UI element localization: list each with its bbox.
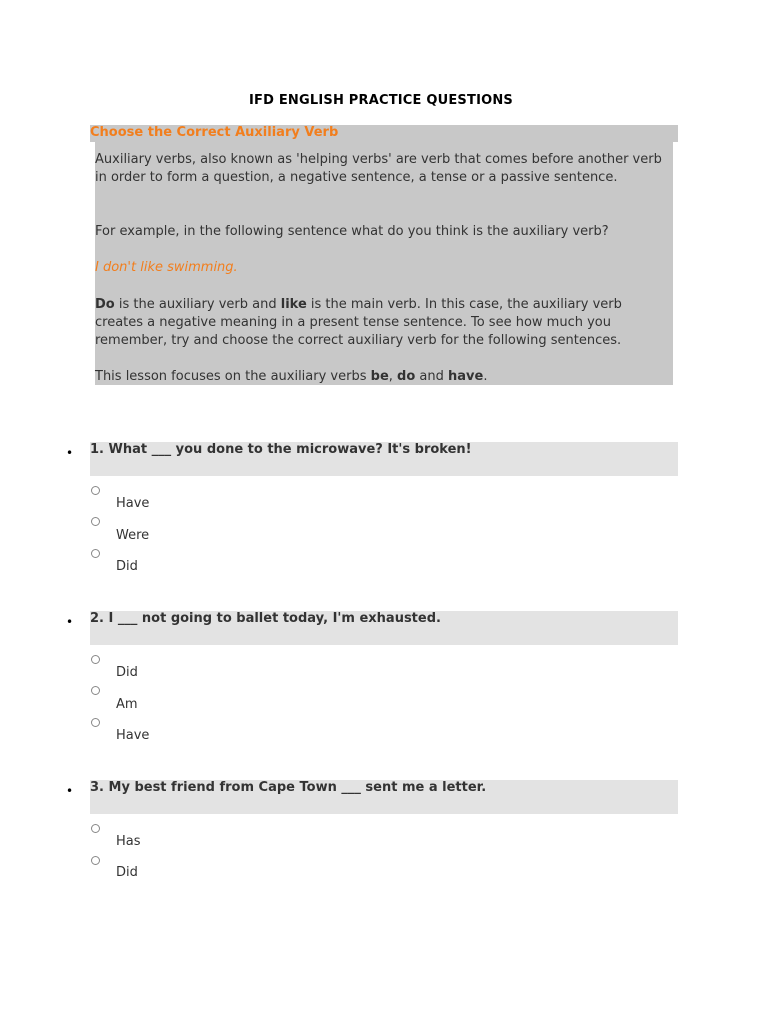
main-verb-term-like: like [280,297,307,312]
question-2-bullet: • [66,615,74,629]
intro-paragraph-example-prompt: For example, in the following sentence what do you think is the auxiliary verb? [95,224,609,239]
question-2-option-1-label[interactable]: Did [116,665,138,680]
question-1-option-3-label[interactable]: Did [116,559,138,574]
question-2-option-2-label[interactable]: Am [116,697,138,712]
intro-paragraph-definition: Auxiliary verbs, also known as 'helping verbs' are verb that comes before another verb in order to form a question, a negative sentence, a tense or a passive sentence. [95,152,662,185]
question-1-option-2-radio[interactable] [91,517,100,526]
intro-paragraph-explanation [95,296,667,350]
focus-verb-do: do [397,369,416,384]
focus-verb-have: have [448,369,484,384]
question-3-option-2-radio[interactable] [91,856,100,865]
focus-separator-2: and [415,369,449,384]
question-3-option-1-radio[interactable] [91,824,100,833]
question-3-option-2-label[interactable]: Did [116,865,138,880]
page-title: IFD ENGLISH PRACTICE QUESTIONS [249,93,513,108]
intro-heading: Choose the Correct Auxiliary Verb [90,125,339,140]
question-3-bullet: • [66,784,74,798]
question-2-option-2-radio[interactable] [91,686,100,695]
question-1-text: 1. What ___ you done to the microwave? It's broken! [90,442,472,457]
focus-end: . [483,369,488,384]
question-3-text: 3. My best friend from Cape Town ___ sent me a letter. [90,780,487,795]
auxiliary-term-do: Do [95,297,115,312]
intro-paragraph-focus [95,368,667,386]
question-2-option-1-radio[interactable] [91,655,100,664]
question-2-option-3-radio[interactable] [91,718,100,727]
question-2-text: 2. I ___ not going to ballet today, I'm exhausted. [90,611,441,626]
question-1-option-2-label[interactable]: Were [116,528,150,543]
intro-example-sentence: I don't like swimming. [95,260,238,275]
intro-box [95,142,673,385]
question-2-option-3-label[interactable]: Have [116,728,150,743]
explanation-text-2: is the main verb. In this case, the auxiliary verb creates a negative meaning in a present tense sentence. To see how much you remember, try and choose the correct auxiliary verb for the following sentences. [95,297,622,348]
question-1-option-1-radio[interactable] [91,486,100,495]
question-1-option-1-label[interactable]: Have [116,496,150,511]
focus-verb-be: be [370,369,389,384]
question-1-bullet: • [66,446,74,460]
question-1-option-3-radio[interactable] [91,549,100,558]
explanation-text-1: is the auxiliary verb and [114,297,281,312]
question-3-option-1-label[interactable]: Has [116,834,141,849]
focus-text: This lesson focuses on the auxiliary verbs [95,369,371,384]
focus-separator-1: , [388,369,398,384]
